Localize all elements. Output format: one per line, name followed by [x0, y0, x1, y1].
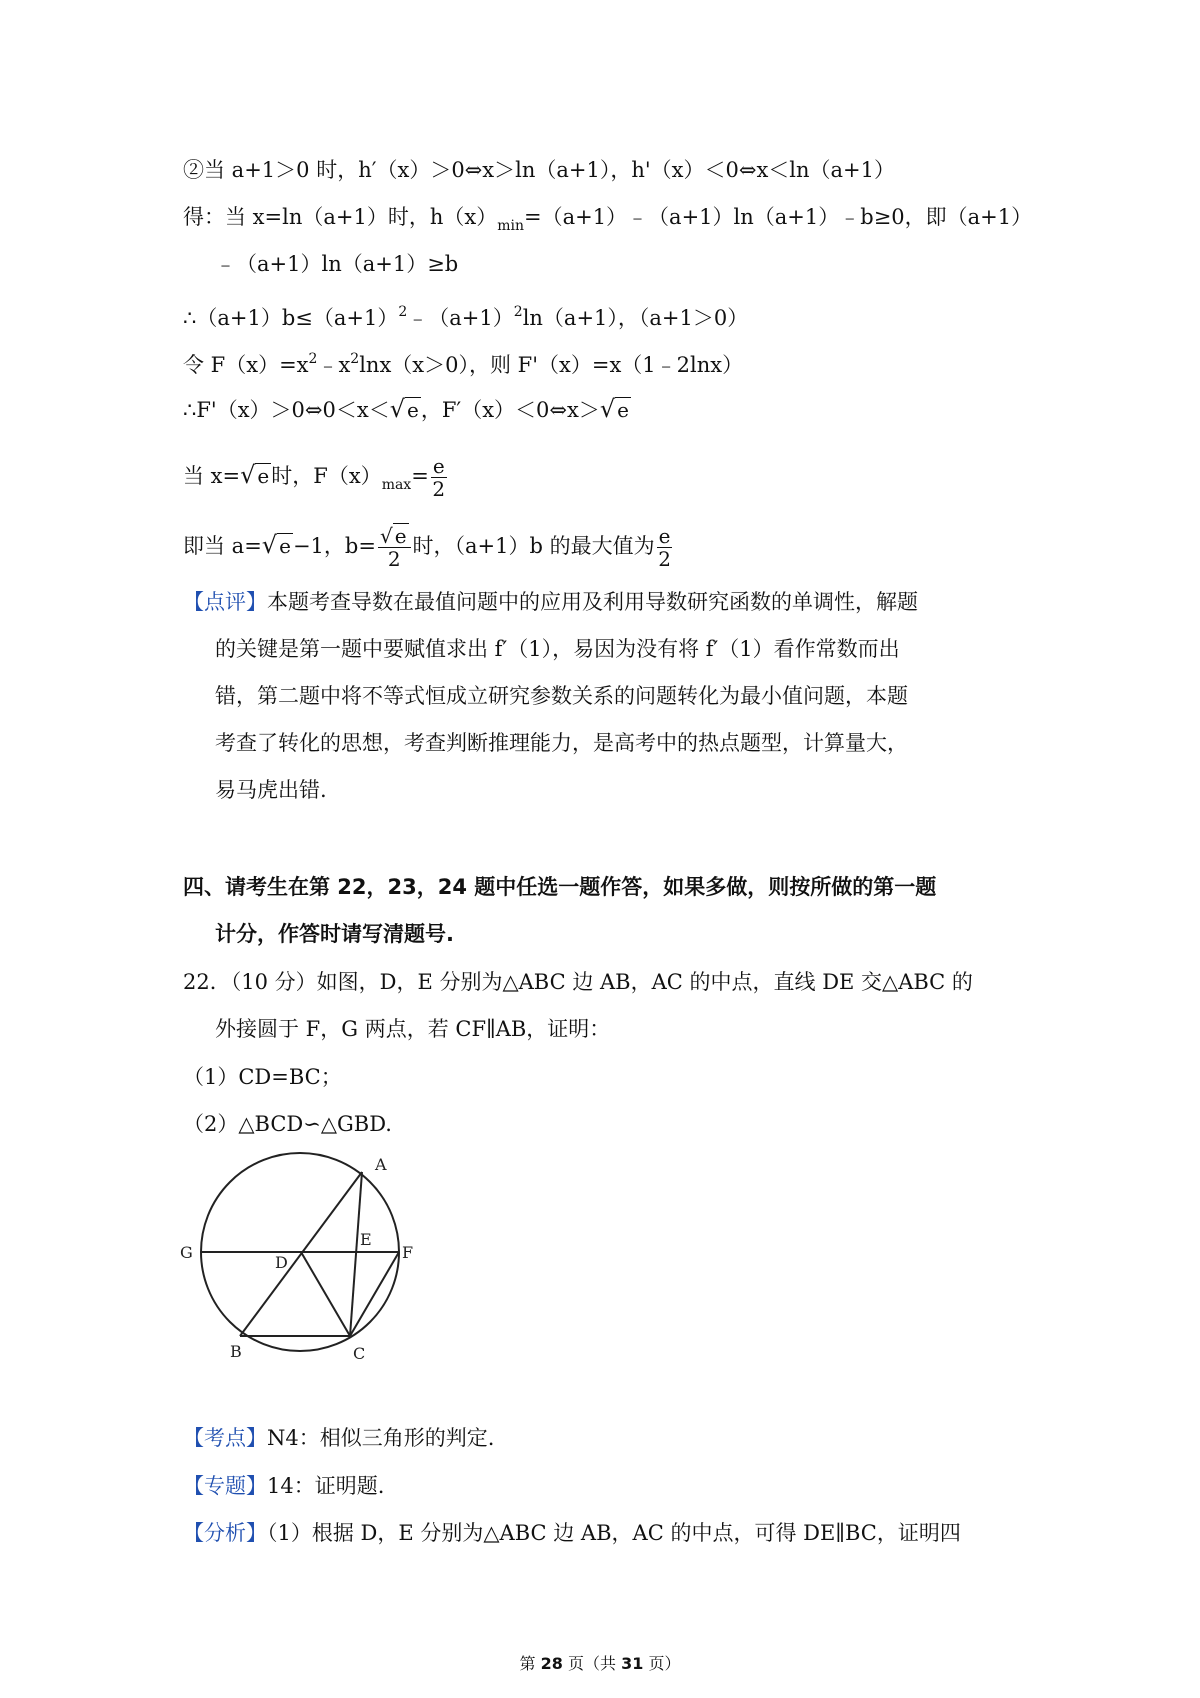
- problem-part-2: （2）△BCD∽△GBD.: [183, 1112, 392, 1136]
- total-pages: 31: [621, 1654, 644, 1673]
- problem-line-1: 22．（10 分）如图，D，E 分别为△ABC 边 AB，AC 的中点，直线 DE 交△ABC 的: [183, 970, 973, 994]
- label-E: E: [360, 1230, 372, 1249]
- fenxi-line: 【分析】（1）根据 D，E 分别为△ABC 边 AB，AC 的中点，可得 DE∥BC，证明四: [183, 1521, 961, 1545]
- solution-line-4: $\therefore(a+1)b\le(a+1)^2﹣(a+1)^2\ln(a+1)$，（a+1＞0）: [183, 304, 749, 330]
- solution-line-8: 即当 a=√ e−1，b= $\frac{√ e}{2}$ 时，（a+1）b 的最大值为 $\frac{e}{2}$: [183, 524, 671, 571]
- review-line-3: 错，第二题中将不等式恒成立研究参数关系的问题转化为最小值问题，本题: [215, 684, 908, 708]
- solution-line-3: ﹣（a+1）ln（a+1）≥b: [215, 252, 459, 276]
- label-A: A: [375, 1155, 387, 1174]
- label-C: C: [353, 1344, 366, 1363]
- page-footer: 第 28 页（共 31 页）: [519, 1654, 681, 1673]
- kaodian-tag: 【考点】: [183, 1426, 267, 1450]
- sqrt-e: √ e: [240, 461, 270, 489]
- label-B: B: [230, 1342, 242, 1361]
- solution-line-6: ∴F'（x）＞0⇔0＜x＜√ e，F′（x）＜0⇔x＞√ e: [183, 395, 629, 423]
- review-line-4: 考查了转化的思想，考查判断推理能力，是高考中的热点题型，计算量大，: [215, 731, 908, 755]
- fraction-e-over-2: $\frac{e}{2}$: [658, 524, 671, 571]
- review-line-1: 【点评】本题考查导数在最值问题中的应用及利用导数研究函数的单调性，解题: [183, 590, 918, 614]
- sqrt-e: √ e: [599, 395, 629, 423]
- solution-line-7: 当 x=√ e时，$F(x)_{max}=$ $\frac{e}{2}$: [183, 454, 446, 501]
- kaodian-line: 【考点】N4：相似三角形的判定.: [183, 1426, 495, 1450]
- review-line-5: 易马虎出错.: [215, 778, 327, 802]
- label-F: F: [402, 1243, 414, 1262]
- solution-line-1: ②当 a+1＞0 时，h′（x）＞0⇔x＞ln（a+1），h'（x）＜0⇔x＜ln（a+1）: [183, 158, 895, 182]
- fenxi-tag: 【分析】: [183, 1521, 267, 1545]
- fraction-e-over-2: $\frac{e}{2}$: [432, 454, 446, 501]
- sqrt-e: √ e: [389, 395, 419, 423]
- review-tag: 【点评】: [183, 590, 267, 614]
- line-AC: [350, 1172, 362, 1336]
- solution-line-5: 令 $F(x)=x^2﹣x^2\ln x(x>0)$，则 F'（x）=x（1﹣2lnx）: [183, 351, 744, 377]
- problem-part-1: （1）CD=BC；: [183, 1065, 342, 1089]
- line-CF: [350, 1252, 399, 1336]
- line-DC: [301, 1252, 350, 1336]
- zhuanti-line: 【专题】14：证明题.: [183, 1474, 385, 1498]
- fraction-sqrt-e-over-2: $\frac{√ e}{2}$: [378, 525, 411, 570]
- section-heading-line-2: 计分，作答时请写清题号.: [215, 922, 454, 946]
- page-number: 28: [540, 1654, 563, 1673]
- label-G: G: [180, 1243, 193, 1262]
- geometry-figure: [180, 1150, 440, 1370]
- review-line-2: 的关键是第一题中要赋值求出 f′（1），易因为没有将 f′（1）看作常数而出: [215, 637, 900, 661]
- section-heading-line-1: 四、请考生在第 22，23，24 题中任选一题作答，如果多做，则按所做的第一题: [183, 875, 937, 899]
- zhuanti-tag: 【专题】: [183, 1474, 267, 1498]
- sqrt-e: √ e: [261, 531, 291, 559]
- solution-line-2: 得：当 x=ln（a+1）时，$h(x)_{min}=(a+1)﹣(a+1)\ln(a+1)﹣b\ge 0$，即（a+1）: [183, 205, 1033, 234]
- label-D: D: [275, 1253, 288, 1272]
- line-AB: [240, 1172, 362, 1336]
- problem-line-2: 外接圆于 F，G 两点，若 CF∥AB，证明：: [215, 1017, 611, 1041]
